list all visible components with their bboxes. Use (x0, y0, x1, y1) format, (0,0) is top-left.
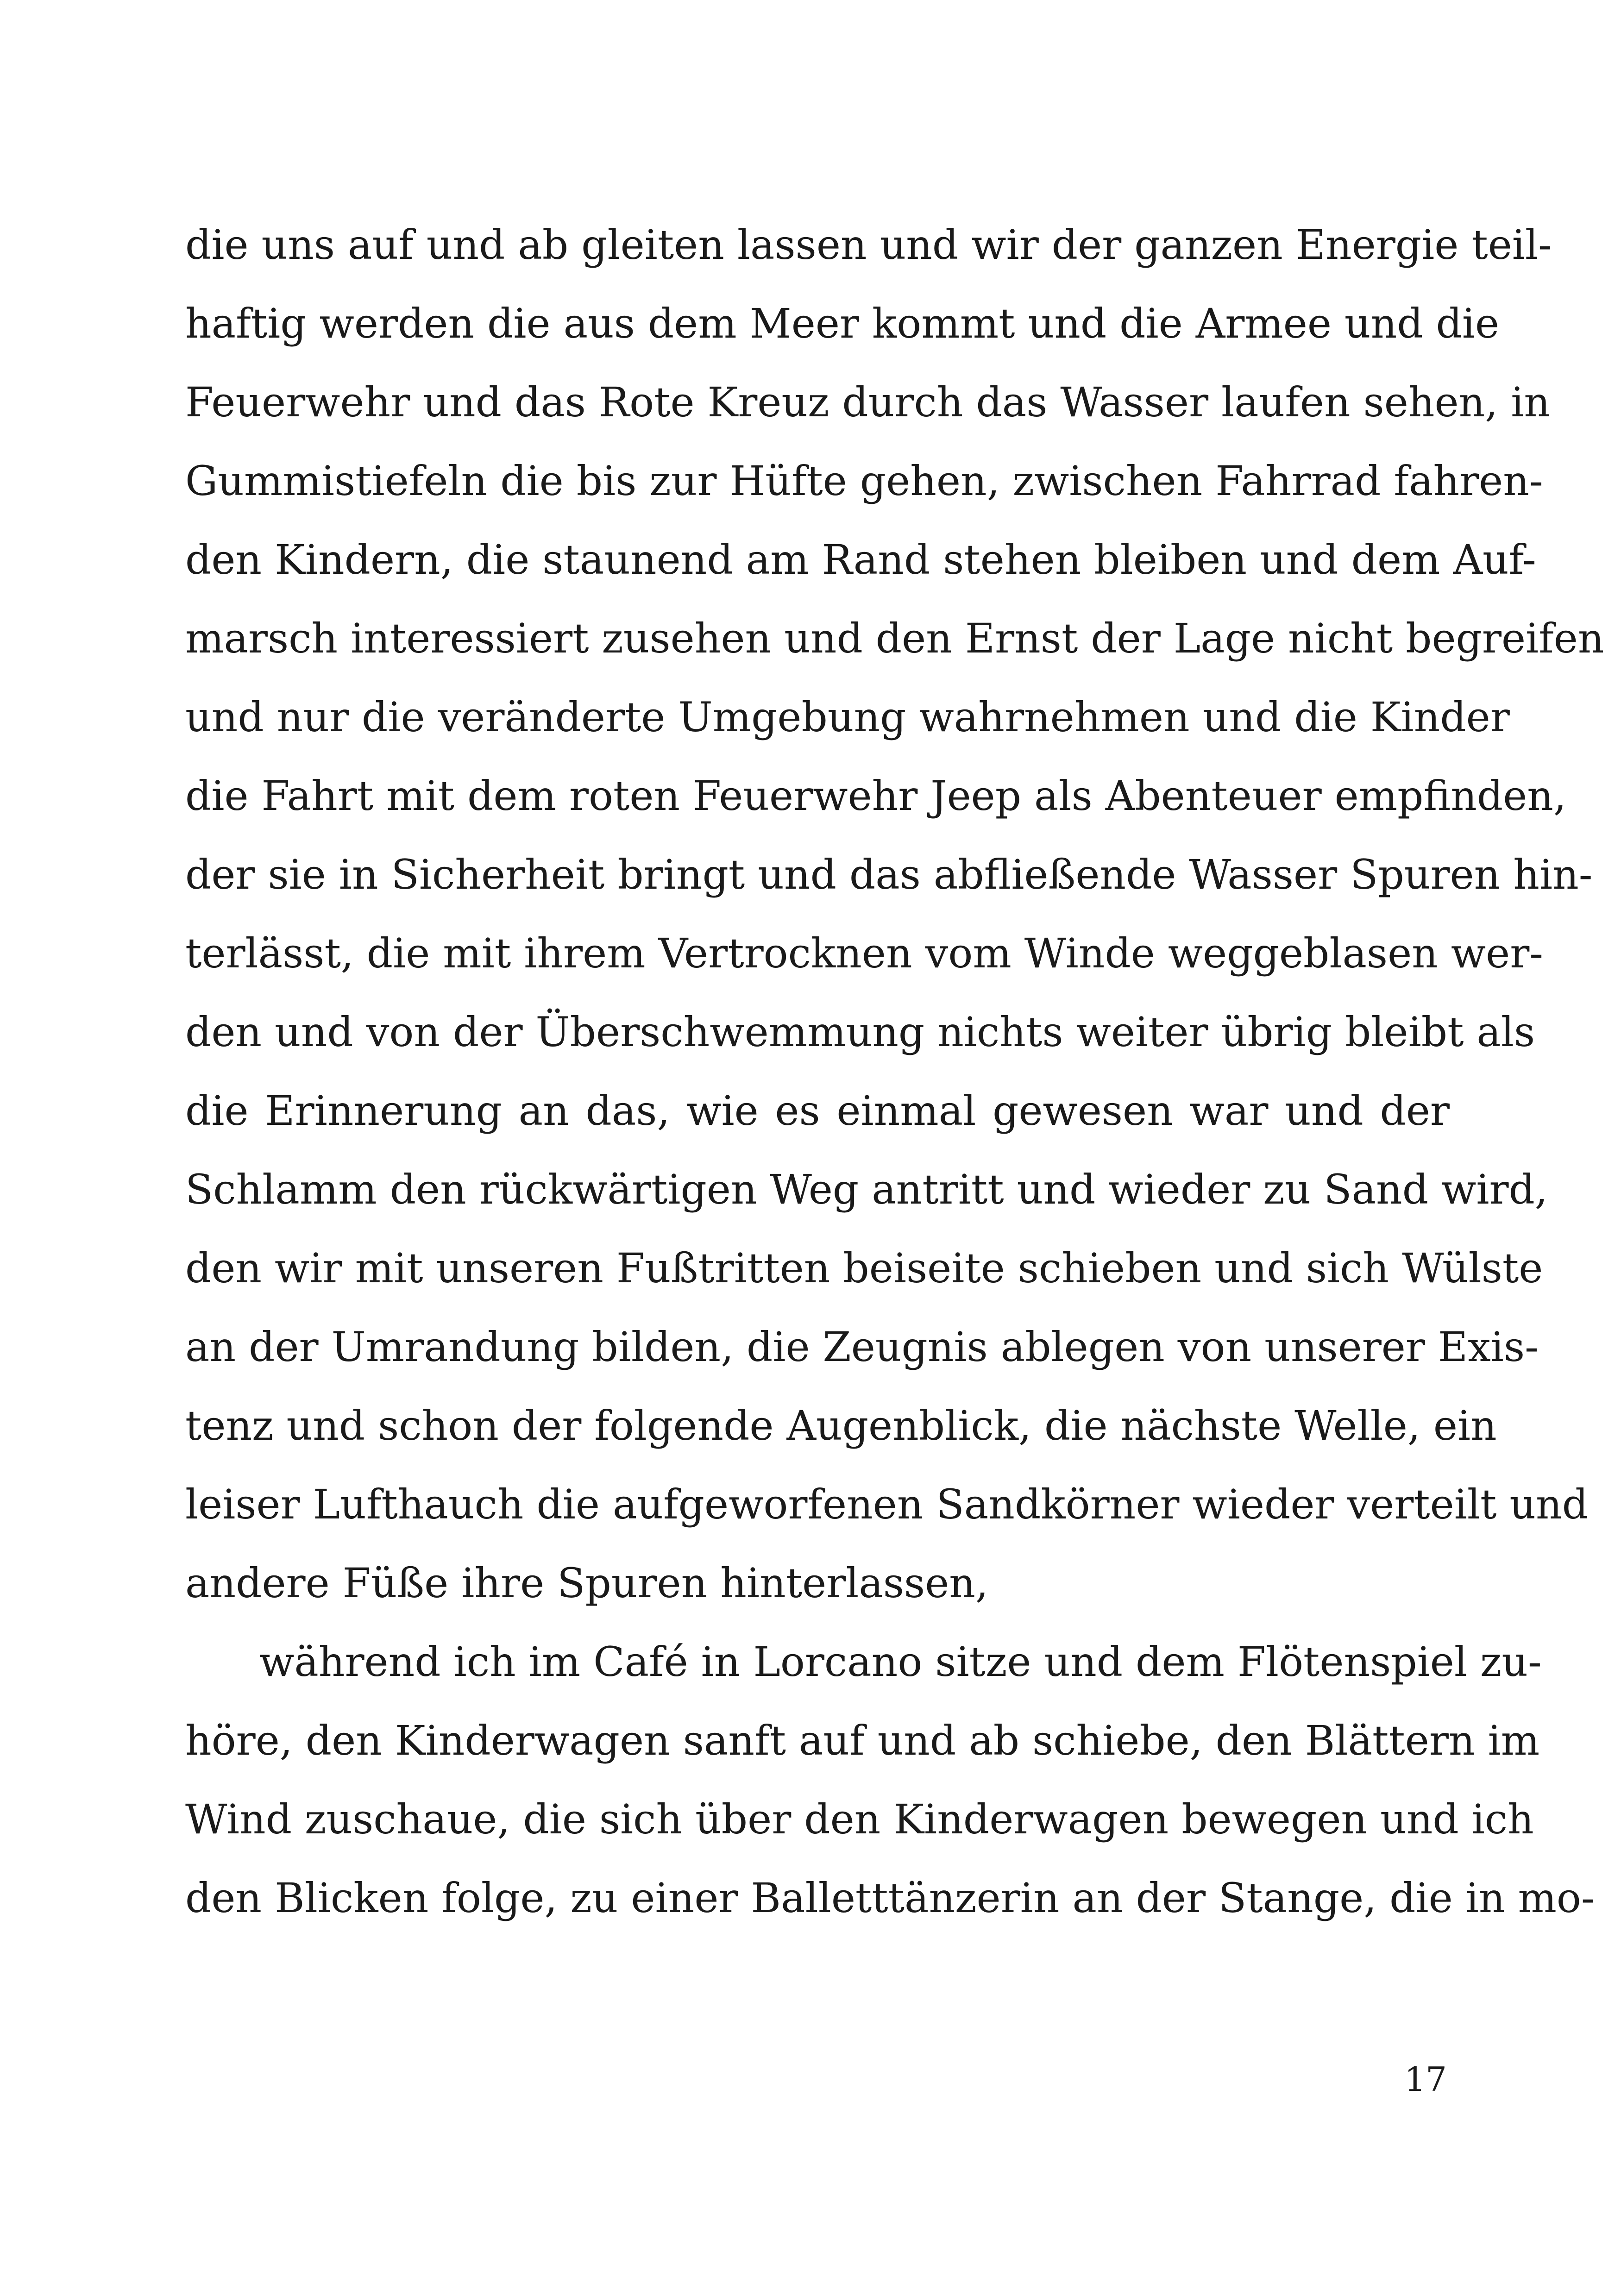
text-line: und nur die veränderte Umgebung wahrnehmen und die Kinder (185, 693, 1510, 741)
text-line: höre, den Kinderwagen sanft auf und ab schiebe, den Blättern im (185, 1717, 1540, 1764)
text-line: den und von der Überschwemmung nichts weiter übrig bleibt als (185, 1008, 1535, 1056)
text-line: Schlamm den rückwärtigen Weg antritt und wieder zu Sand wird, (185, 1166, 1548, 1213)
text-line: terlässt, die mit ihrem Vertrocknen vom Winde weggeblasen wer- (185, 929, 1544, 977)
text-line: marsch interessiert zusehen und den Ernst der Lage nicht begreifen (185, 615, 1604, 662)
text-line: Wind zuschaue, die sich über den Kinderwagen bewegen und ich (185, 1795, 1534, 1843)
text-line: an der Umrandung bilden, die Zeugnis ablegen von unserer Exis- (185, 1323, 1539, 1371)
text-line: leiser Lufthauch die aufgeworfenen Sandkörner wieder verteilt und (185, 1480, 1589, 1528)
paragraph-start-line: während ich im Café in Lorcano sitze und dem Flötenspiel zu- (259, 1638, 1542, 1686)
text-line: die Erinnerung an das, wie es einmal gewesen war und der (185, 1087, 1450, 1135)
text-line: die Fahrt mit dem roten Feuerwehr Jeep als Abenteuer empfinden, (185, 772, 1566, 820)
text-line: tenz und schon der folgende Augenblick, die nächste Welle, ein (185, 1402, 1497, 1449)
paragraph-end-line: andere Füße ihre Spuren hinterlassen, (185, 1559, 988, 1607)
page-number: 17 (1404, 2060, 1447, 2099)
text-line: den Blicken folge, zu einer Balletttänzerin an der Stange, die in mo- (185, 1874, 1595, 1922)
body-text (185, 206, 1604, 1938)
text-line: Gummistiefeln die bis zur Hüfte gehen, zwischen Fahrrad fahren- (185, 457, 1543, 505)
text-line: der sie in Sicherheit bringt und das abfließende Wasser Spuren hin- (185, 851, 1593, 898)
text-line: haftig werden die aus dem Meer kommt und die Armee und die (185, 300, 1500, 347)
text-line: den wir mit unseren Fußtritten beiseite schieben und sich Wülste (185, 1244, 1543, 1292)
text-line: Feuerwehr und das Rote Kreuz durch das Wasser laufen sehen, in (185, 378, 1551, 426)
text-line: den Kindern, die staunend am Rand stehen bleiben und dem Auf- (185, 536, 1536, 583)
text-line: die uns auf und ab gleiten lassen und wir der ganzen Energie teil- (185, 221, 1552, 269)
